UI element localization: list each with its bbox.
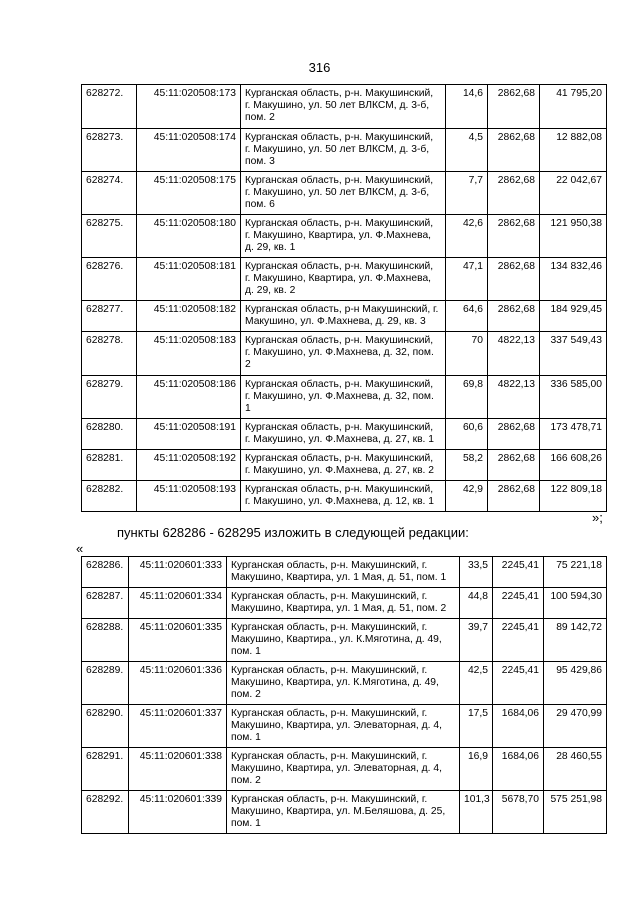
table-row	[82, 619, 607, 662]
table-row	[82, 748, 607, 791]
row-number-cell: 628273.	[82, 129, 137, 172]
address-cell: Курганская область, р-н. Макушинский, г. Макушино, ул. Ф.Махнева, д. 12, кв. 1	[241, 481, 446, 512]
row-number-cell: 628292.	[82, 791, 129, 834]
row-number-cell: 628287.	[82, 588, 129, 619]
cadastral-number-cell: 45:11:020601:335	[129, 619, 227, 662]
row-number-cell: 628278.	[82, 332, 137, 376]
area-cell: 39,7	[460, 619, 493, 662]
cadastral-number-cell: 45:11:020601:339	[129, 791, 227, 834]
cadastral-cost-cell: 100 594,30	[544, 588, 607, 619]
property-table-1	[81, 84, 607, 512]
cadastral-number-cell: 45:11:020508:192	[137, 450, 241, 481]
table-row	[82, 332, 607, 376]
cadastral-number-cell: 45:11:020508:193	[137, 481, 241, 512]
area-cell: 58,2	[446, 450, 488, 481]
cadastral-cost-cell: 134 832,46	[540, 258, 607, 301]
cadastral-cost-cell: 184 929,45	[540, 301, 607, 332]
cadastral-number-cell: 45:11:020508:182	[137, 301, 241, 332]
address-cell: Курганская область, р-н. Макушинский, г. Макушино, ул. 50 лет ВЛКСМ, д. 3-б, пом. 6	[241, 172, 446, 215]
address-cell: Курганская область, р-н. Макушинский, г. Макушино, Квартира, ул. М.Беляшова, д. 25, пом. 1	[227, 791, 460, 834]
row-number-cell: 628279.	[82, 376, 137, 419]
table-row	[82, 481, 607, 512]
cadastral-number-cell: 45:11:020601:333	[129, 557, 227, 588]
cadastral-cost-cell: 173 478,71	[540, 419, 607, 450]
table-row	[82, 419, 607, 450]
area-cell: 16,9	[460, 748, 493, 791]
area-cell: 47,1	[446, 258, 488, 301]
instruction-text: пункты 628286 - 628295 изложить в следующей редакции:	[117, 525, 469, 540]
table-row	[82, 557, 607, 588]
cadastral-number-cell: 45:11:020601:334	[129, 588, 227, 619]
area-cell: 14,6	[446, 85, 488, 129]
area-cell: 60,6	[446, 419, 488, 450]
area-cell: 101,3	[460, 791, 493, 834]
table-row	[82, 588, 607, 619]
cadastral-cost-cell: 122 809,18	[540, 481, 607, 512]
table-row	[82, 450, 607, 481]
row-number-cell: 628274.	[82, 172, 137, 215]
area-cell: 64,6	[446, 301, 488, 332]
row-number-cell: 628291.	[82, 748, 129, 791]
cadastral-cost-cell: 28 460,55	[544, 748, 607, 791]
unit-price-cell: 2862,68	[488, 301, 540, 332]
unit-price-cell: 2245,41	[493, 588, 544, 619]
cadastral-cost-cell: 41 795,20	[540, 85, 607, 129]
property-table-2	[81, 556, 607, 834]
unit-price-cell: 2862,68	[488, 450, 540, 481]
unit-price-cell: 2245,41	[493, 662, 544, 705]
area-cell: 17,5	[460, 705, 493, 748]
address-cell: Курганская область, р-н. Макушинский, г. Макушино, ул. 50 лет ВЛКСМ, д. 3-б, пом. 3	[241, 129, 446, 172]
cadastral-number-cell: 45:11:020508:186	[137, 376, 241, 419]
table-row	[82, 258, 607, 301]
row-number-cell: 628282.	[82, 481, 137, 512]
cadastral-cost-cell: 166 608,26	[540, 450, 607, 481]
page-number: 316	[308, 60, 331, 75]
unit-price-cell: 2862,68	[488, 129, 540, 172]
address-cell: Курганская область, р-н. Макушинский, г. Макушино, ул. Ф.Махнева, д. 32, пом. 2	[241, 332, 446, 376]
table-row	[82, 791, 607, 834]
unit-price-cell: 1684,06	[493, 705, 544, 748]
area-cell: 70	[446, 332, 488, 376]
address-cell: Курганская область, р-н. Макушинский, г. Макушино, ул. Ф.Махнева, д. 32, пом. 1	[241, 376, 446, 419]
row-number-cell: 628280.	[82, 419, 137, 450]
row-number-cell: 628288.	[82, 619, 129, 662]
cadastral-cost-cell: 336 585,00	[540, 376, 607, 419]
cadastral-cost-cell: 121 950,38	[540, 215, 607, 258]
cadastral-cost-cell: 575 251,98	[544, 791, 607, 834]
cadastral-cost-cell: 75 221,18	[544, 557, 607, 588]
cadastral-number-cell: 45:11:020601:337	[129, 705, 227, 748]
cadastral-number-cell: 45:11:020508:175	[137, 172, 241, 215]
cadastral-number-cell: 45:11:020508:173	[137, 85, 241, 129]
area-cell: 4,5	[446, 129, 488, 172]
area-cell: 42,9	[446, 481, 488, 512]
area-cell: 7,7	[446, 172, 488, 215]
table-row	[82, 172, 607, 215]
area-cell: 42,6	[446, 215, 488, 258]
unit-price-cell: 4822,13	[488, 332, 540, 376]
unit-price-cell: 2862,68	[488, 481, 540, 512]
cadastral-cost-cell: 12 882,08	[540, 129, 607, 172]
cadastral-cost-cell: 95 429,86	[544, 662, 607, 705]
row-number-cell: 628275.	[82, 215, 137, 258]
unit-price-cell: 2862,68	[488, 85, 540, 129]
area-cell: 42,5	[460, 662, 493, 705]
unit-price-cell: 5678,70	[493, 791, 544, 834]
table-row	[82, 215, 607, 258]
address-cell: Курганская область, р-н. Макушинский, г. Макушино, Квартира, ул. 1 Мая, д. 51, пом. 2	[227, 588, 460, 619]
table-row	[82, 301, 607, 332]
address-cell: Курганская область, р-н. Макушинский, г. Макушино, ул. Ф.Махнева, д. 27, кв. 2	[241, 450, 446, 481]
address-cell: Курганская область, р-н. Макушинский, г. Макушино, Квартира, ул. Элеваторная, д. 4, пом. 1	[227, 705, 460, 748]
address-cell: Курганская область, р-н. Макушинский, г. Макушино, Квартира, ул. Ф.Махнева, д. 29, кв. 1	[241, 215, 446, 258]
opening-quote: «	[76, 541, 84, 556]
closing-quote: »;	[592, 510, 603, 525]
area-cell: 69,8	[446, 376, 488, 419]
table-row	[82, 662, 607, 705]
area-cell: 44,8	[460, 588, 493, 619]
table-row	[82, 129, 607, 172]
address-cell: Курганская область, р-н. Макушинский, г. Макушино, Квартира, ул. Ф.Махнева, д. 29, кв. 2	[241, 258, 446, 301]
cadastral-cost-cell: 89 142,72	[544, 619, 607, 662]
row-number-cell: 628289.	[82, 662, 129, 705]
unit-price-cell: 1684,06	[493, 748, 544, 791]
address-cell: Курганская область, р-н. Макушинский, г. Макушино, Квартира, ул. 1 Мая, д. 51, пом. 1	[227, 557, 460, 588]
table-row	[82, 705, 607, 748]
address-cell: Курганская область, р-н. Макушинский, г. Макушино, ул. 50 лет ВЛКСМ, д. 3-б, пом. 2	[241, 85, 446, 129]
row-number-cell: 628276.	[82, 258, 137, 301]
table-row	[82, 376, 607, 419]
unit-price-cell: 2862,68	[488, 419, 540, 450]
row-number-cell: 628281.	[82, 450, 137, 481]
unit-price-cell: 4822,13	[488, 376, 540, 419]
cadastral-number-cell: 45:11:020508:191	[137, 419, 241, 450]
cadastral-number-cell: 45:11:020601:338	[129, 748, 227, 791]
row-number-cell: 628286.	[82, 557, 129, 588]
row-number-cell: 628290.	[82, 705, 129, 748]
unit-price-cell: 2245,41	[493, 557, 544, 588]
address-cell: Курганская область, р-н. Макушинский, г. Макушино, Квартира, ул. К.Мяготина, д. 49, пом. 2	[227, 662, 460, 705]
unit-price-cell: 2245,41	[493, 619, 544, 662]
address-cell: Курганская область, р-н. Макушинский, г. Макушино, ул. Ф.Махнева, д. 27, кв. 1	[241, 419, 446, 450]
row-number-cell: 628277.	[82, 301, 137, 332]
row-number-cell: 628272.	[82, 85, 137, 129]
address-cell: Курганская область, р-н Макушинский, г. Макушино, ул. Ф.Махнева, д. 29, кв. 3	[241, 301, 446, 332]
unit-price-cell: 2862,68	[488, 258, 540, 301]
area-cell: 33,5	[460, 557, 493, 588]
cadastral-cost-cell: 22 042,67	[540, 172, 607, 215]
cadastral-number-cell: 45:11:020508:181	[137, 258, 241, 301]
table-row	[82, 85, 607, 129]
address-cell: Курганская область, р-н. Макушинский, г. Макушино, Квартира., ул. К.Мяготина, д. 49, пом. 1	[227, 619, 460, 662]
cadastral-cost-cell: 29 470,99	[544, 705, 607, 748]
unit-price-cell: 2862,68	[488, 172, 540, 215]
cadastral-number-cell: 45:11:020508:180	[137, 215, 241, 258]
cadastral-cost-cell: 337 549,43	[540, 332, 607, 376]
cadastral-number-cell: 45:11:020508:174	[137, 129, 241, 172]
cadastral-number-cell: 45:11:020508:183	[137, 332, 241, 376]
address-cell: Курганская область, р-н. Макушинский, г. Макушино, Квартира, ул. Элеваторная, д. 4, пом. 2	[227, 748, 460, 791]
cadastral-number-cell: 45:11:020601:336	[129, 662, 227, 705]
unit-price-cell: 2862,68	[488, 215, 540, 258]
